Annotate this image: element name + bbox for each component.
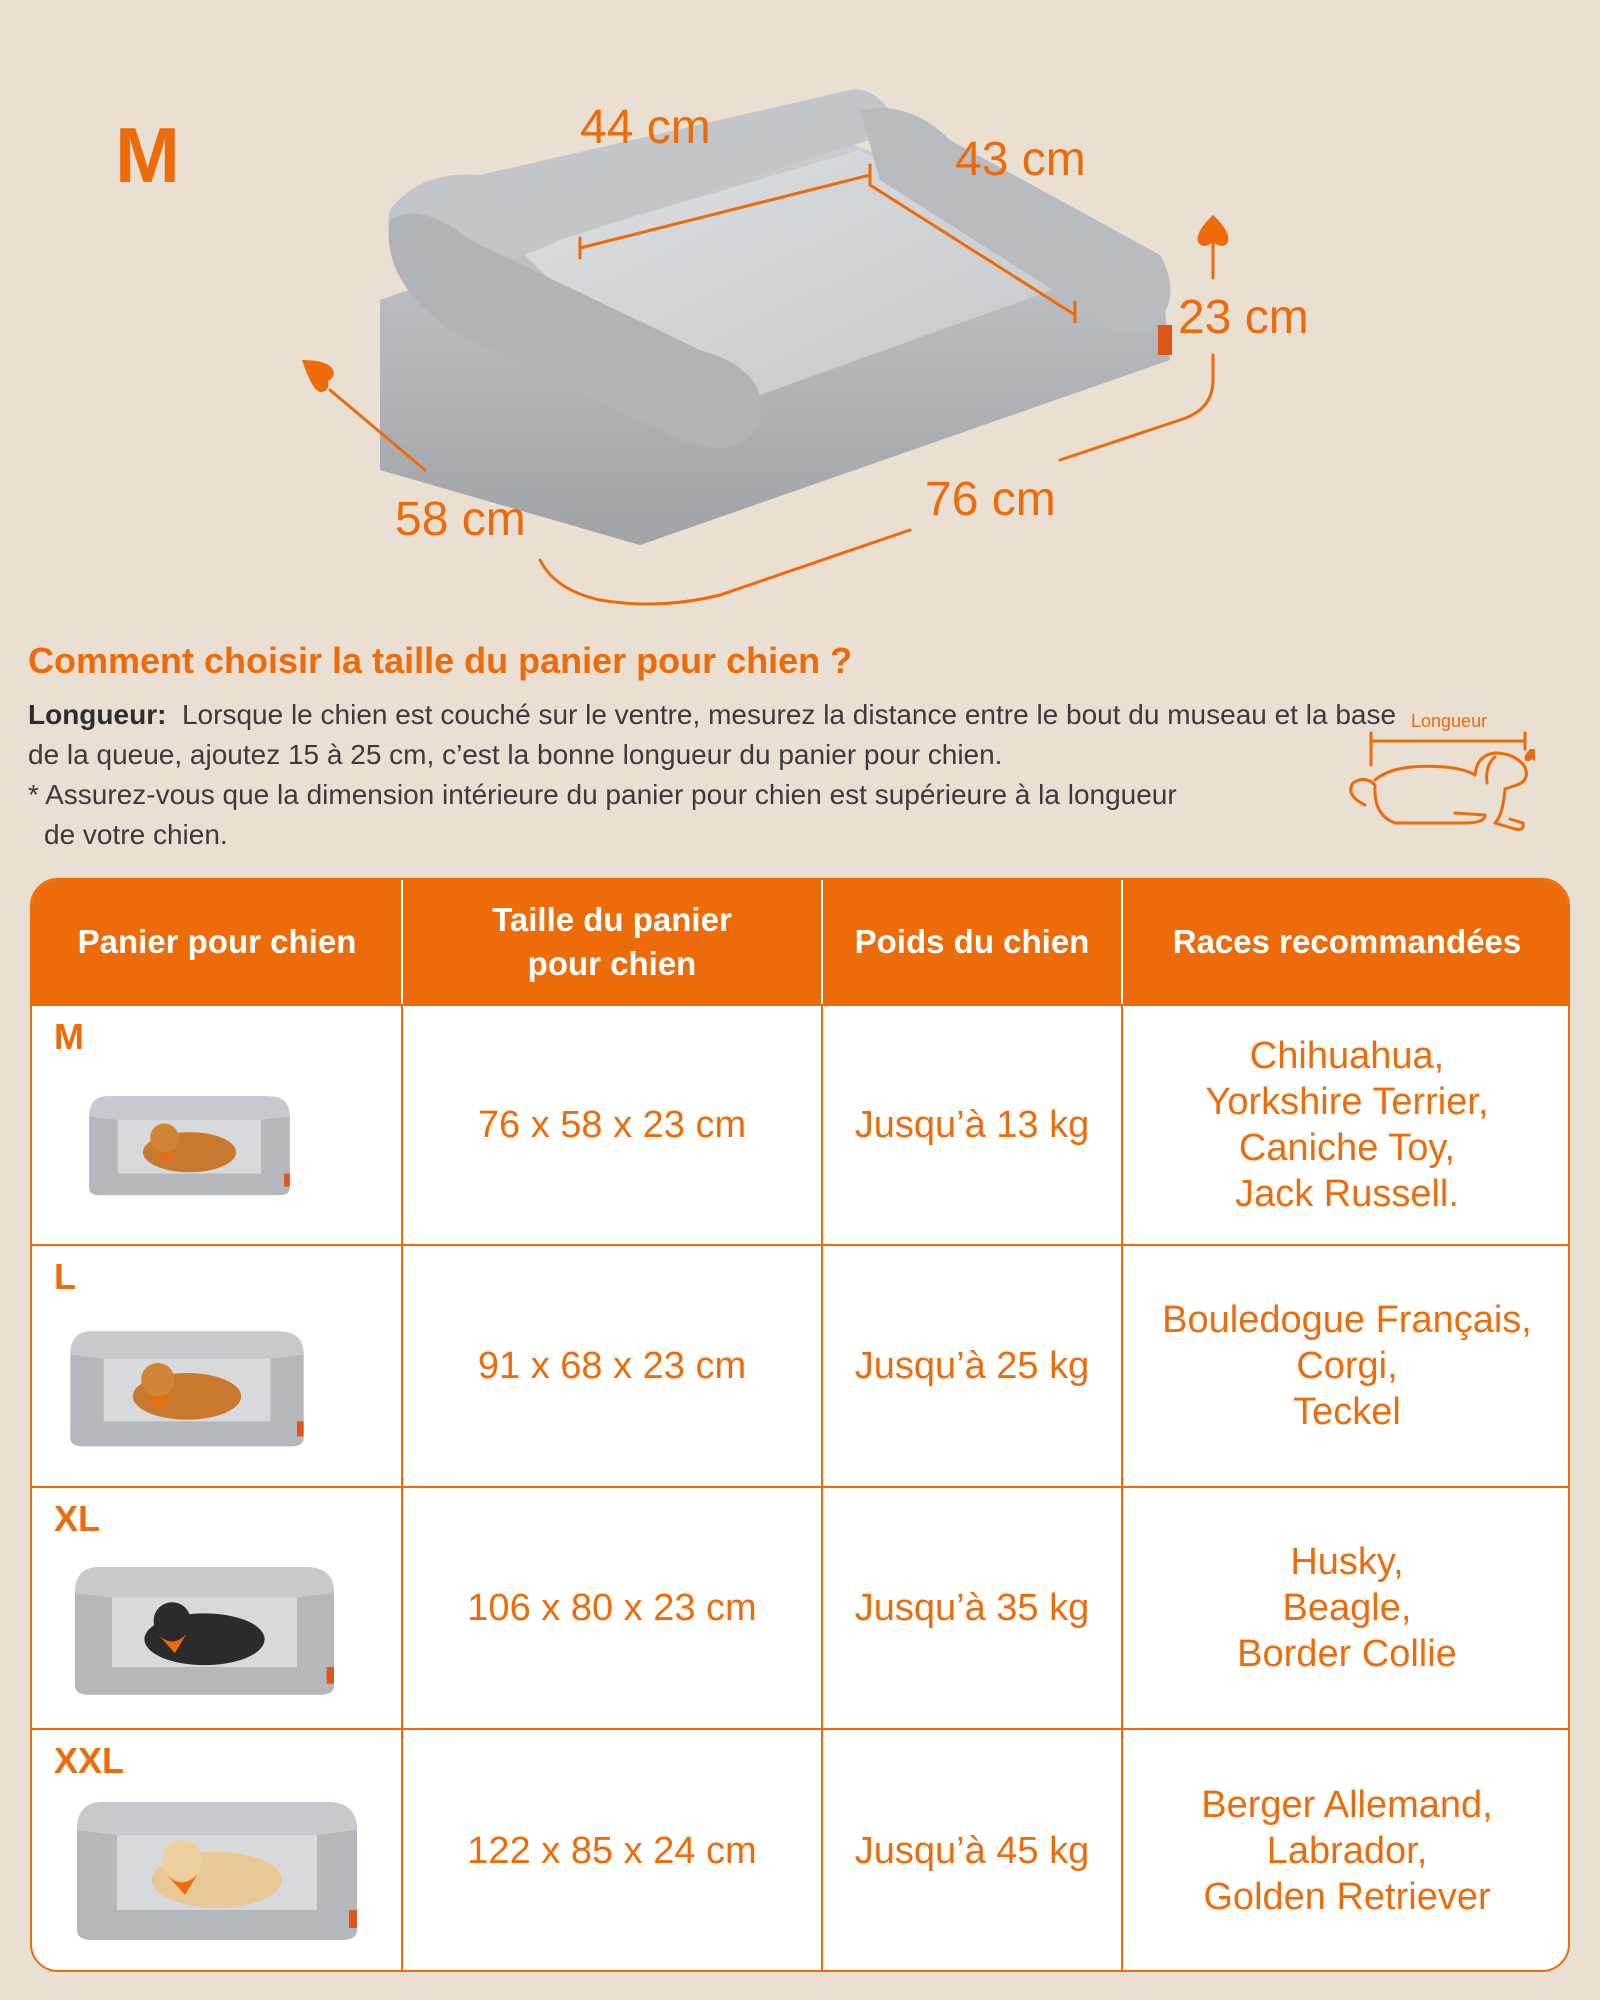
dog-icon-length-label: Longueur bbox=[1411, 711, 1488, 731]
table-header bbox=[32, 880, 1568, 1004]
note-line-2: de votre chien. bbox=[44, 819, 228, 850]
breed-item: Bouledogue Français, bbox=[1162, 1299, 1532, 1341]
breed-item: Beagle, bbox=[1282, 1587, 1412, 1629]
length-label: Longueur: bbox=[28, 699, 167, 730]
length-text: Lorsque le chien est couché sur le ventre, mesurez la distance entre le bout du museau et la base de la queue, ajoutez 15 à 25 cm, c’est la bonne longueur du panier pour chien. bbox=[28, 699, 1397, 770]
dimension-length: 76 cm bbox=[925, 473, 1056, 526]
dog-weight: Jusqu’à 13 kg bbox=[854, 1104, 1090, 1146]
breed-item: Golden Retriever bbox=[1203, 1876, 1491, 1918]
header-size: Taille du panier pour chien bbox=[492, 901, 732, 982]
dog-bed-illustration bbox=[0, 0, 1600, 640]
bed-dimensions: 76 x 58 x 23 cm bbox=[477, 1104, 747, 1146]
table-row bbox=[32, 1244, 1568, 1486]
breed-item: Jack Russell. bbox=[1235, 1173, 1459, 1215]
note-line-1: * Assurez-vous que la dimension intérieure du panier pour chien est supérieure à la longueur bbox=[28, 779, 1177, 810]
bed-thumbnail-image bbox=[62, 1318, 312, 1458]
table-row bbox=[32, 1486, 1568, 1728]
breed-item: Corgi, bbox=[1296, 1345, 1398, 1387]
guide-title: Comment choisir la taille du panier pour chien ? bbox=[28, 640, 853, 681]
dog-weight: Jusqu’à 25 kg bbox=[854, 1345, 1090, 1387]
breed-item: Yorkshire Terrier, bbox=[1205, 1081, 1489, 1123]
header-weight: Poids du chien bbox=[854, 923, 1090, 960]
arrow-up-icon bbox=[1198, 215, 1229, 246]
bed-dimensions: 91 x 68 x 23 cm bbox=[477, 1345, 747, 1387]
dimension-height: 23 cm bbox=[1178, 291, 1309, 344]
dog-weight: Jusqu’à 35 kg bbox=[854, 1587, 1090, 1629]
row-size-label: L bbox=[54, 1256, 76, 1297]
dimension-inner-length: 44 cm bbox=[580, 101, 711, 154]
bed-thumbnail-image bbox=[62, 1556, 347, 1704]
breed-item: Teckel bbox=[1293, 1391, 1401, 1433]
size-table bbox=[30, 878, 1570, 1972]
dog-weight: Jusqu’à 45 kg bbox=[854, 1830, 1090, 1872]
bed-dimensions: 106 x 80 x 23 cm bbox=[467, 1587, 757, 1629]
bed-thumbnail-image bbox=[82, 1086, 297, 1204]
table-row bbox=[32, 1004, 1568, 1244]
bed-tag bbox=[1158, 325, 1172, 355]
row-size-label: XXL bbox=[54, 1740, 125, 1781]
breed-item: Labrador, bbox=[1266, 1830, 1428, 1872]
breed-item: Caniche Toy, bbox=[1238, 1127, 1456, 1169]
bed-thumbnail-image bbox=[62, 1790, 372, 1950]
hero-size-label: M bbox=[115, 111, 180, 199]
breed-item: Chihuahua, bbox=[1249, 1035, 1445, 1077]
breed-item: Berger Allemand, bbox=[1201, 1784, 1493, 1826]
dog-measure-icon bbox=[1335, 705, 1535, 845]
dimension-depth: 58 cm bbox=[395, 493, 526, 546]
recommended-breeds bbox=[1122, 1006, 1570, 1244]
arrow-left-icon bbox=[302, 360, 334, 392]
dimension-inner-width: 43 cm bbox=[955, 133, 1086, 186]
guide-text bbox=[28, 695, 1398, 855]
bed-dimensions: 122 x 85 x 24 cm bbox=[467, 1830, 757, 1872]
breed-item: Border Collie bbox=[1237, 1633, 1457, 1675]
header-bed: Panier pour chien bbox=[77, 923, 357, 960]
recommended-breeds bbox=[1122, 1730, 1570, 1972]
table-row bbox=[32, 1728, 1568, 1972]
row-size-label: M bbox=[54, 1016, 84, 1057]
breed-item: Husky, bbox=[1290, 1541, 1404, 1583]
row-size-label: XL bbox=[54, 1498, 101, 1539]
header-breeds: Races recommandées bbox=[1172, 923, 1522, 960]
recommended-breeds bbox=[1122, 1246, 1570, 1486]
recommended-breeds bbox=[1122, 1488, 1570, 1728]
